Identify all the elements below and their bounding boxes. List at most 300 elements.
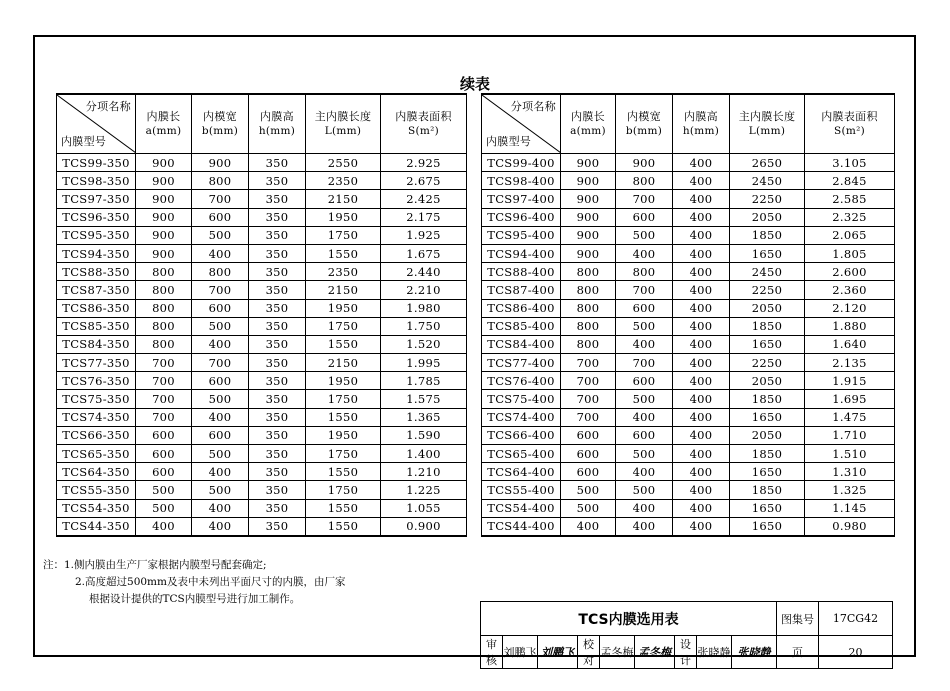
table-row — [57, 172, 467, 190]
model-cell: TCS97-350 — [57, 190, 136, 208]
value-cell: 350 — [249, 408, 306, 426]
value-cell: 1.475 — [805, 408, 895, 426]
value-cell: 2.120 — [805, 299, 895, 317]
model-cell: TCS94-400 — [482, 244, 561, 262]
value-cell: 600 — [561, 426, 616, 444]
value-cell: 1.925 — [381, 226, 467, 244]
value-cell: 2650 — [730, 154, 805, 172]
value-cell: 900 — [136, 154, 192, 172]
model-cell: TCS74-400 — [482, 408, 561, 426]
model-cell: TCS97-400 — [482, 190, 561, 208]
value-cell: 350 — [249, 481, 306, 499]
table-row — [482, 263, 895, 281]
col-header: 内膜表面积 S(m²) — [805, 94, 895, 154]
value-cell: 600 — [136, 445, 192, 463]
note-line-1: 注：1.侧内膜由生产厂家根据内膜型号配套确定; — [43, 559, 267, 571]
review-name: 刘鹏飞 — [503, 636, 538, 669]
value-cell: 600 — [616, 299, 673, 317]
value-cell: 400 — [673, 154, 730, 172]
value-cell: 1.750 — [381, 317, 467, 335]
model-cell: TCS44-350 — [57, 517, 136, 536]
value-cell: 400 — [192, 244, 249, 262]
value-cell: 900 — [136, 226, 192, 244]
model-cell: TCS85-350 — [57, 317, 136, 335]
value-cell: 1950 — [306, 299, 381, 317]
value-cell: 400 — [673, 499, 730, 517]
value-cell: 900 — [192, 154, 249, 172]
value-cell: 500 — [192, 445, 249, 463]
value-cell: 1550 — [306, 499, 381, 517]
model-cell: TCS96-400 — [482, 208, 561, 226]
value-cell: 400 — [673, 281, 730, 299]
table-row — [57, 208, 467, 226]
value-cell: 400 — [192, 463, 249, 481]
table-row — [482, 335, 895, 353]
table-row — [57, 408, 467, 426]
value-cell: 700 — [136, 354, 192, 372]
model-cell: TCS65-400 — [482, 445, 561, 463]
model-cell: TCS66-350 — [57, 426, 136, 444]
value-cell: 2.135 — [805, 354, 895, 372]
value-cell: 600 — [616, 426, 673, 444]
value-cell: 400 — [673, 244, 730, 262]
value-cell: 400 — [616, 499, 673, 517]
table-row — [57, 154, 467, 172]
model-cell: TCS86-400 — [482, 299, 561, 317]
value-cell: 350 — [249, 226, 306, 244]
table-row — [482, 190, 895, 208]
diag-top-label: 分项名称 — [510, 100, 556, 113]
table-row — [482, 299, 895, 317]
model-cell: TCS87-350 — [57, 281, 136, 299]
model-cell: TCS75-350 — [57, 390, 136, 408]
value-cell: 400 — [616, 408, 673, 426]
value-cell: 800 — [136, 299, 192, 317]
value-cell: 900 — [561, 154, 616, 172]
col-header: 内模宽 b(mm) — [192, 94, 249, 154]
value-cell: 700 — [561, 390, 616, 408]
col-header: 主内膜长度 L(mm) — [730, 94, 805, 154]
value-cell: 800 — [136, 281, 192, 299]
value-cell: 1850 — [730, 317, 805, 335]
value-cell: 350 — [249, 208, 306, 226]
value-cell: 400 — [673, 299, 730, 317]
model-cell: TCS85-400 — [482, 317, 561, 335]
value-cell: 1.055 — [381, 499, 467, 517]
value-cell: 1.510 — [805, 445, 895, 463]
value-cell: 350 — [249, 317, 306, 335]
value-cell: 1850 — [730, 481, 805, 499]
value-cell: 400 — [673, 354, 730, 372]
value-cell: 1.785 — [381, 372, 467, 390]
value-cell: 1950 — [306, 426, 381, 444]
model-cell: TCS55-350 — [57, 481, 136, 499]
value-cell: 1850 — [730, 445, 805, 463]
value-cell: 400 — [192, 517, 249, 536]
value-cell: 700 — [616, 281, 673, 299]
table-row — [57, 244, 467, 262]
value-cell: 1650 — [730, 463, 805, 481]
value-cell: 2.845 — [805, 172, 895, 190]
value-cell: 400 — [616, 244, 673, 262]
value-cell: 1.710 — [805, 426, 895, 444]
value-cell: 600 — [192, 426, 249, 444]
model-cell: TCS99-350 — [57, 154, 136, 172]
table-row — [482, 172, 895, 190]
value-cell: 400 — [673, 226, 730, 244]
value-cell: 2.210 — [381, 281, 467, 299]
value-cell: 1.310 — [805, 463, 895, 481]
value-cell: 2150 — [306, 190, 381, 208]
atlas-number: 17CG42 — [819, 602, 893, 636]
model-cell: TCS77-400 — [482, 354, 561, 372]
value-cell: 500 — [616, 481, 673, 499]
table-row — [482, 445, 895, 463]
value-cell: 400 — [561, 517, 616, 536]
value-cell: 700 — [192, 281, 249, 299]
check-signature: 孟冬梅 — [635, 636, 675, 669]
diag-top-label: 分项名称 — [85, 100, 131, 113]
model-cell: TCS54-400 — [482, 499, 561, 517]
value-cell: 350 — [249, 445, 306, 463]
value-cell: 500 — [616, 390, 673, 408]
value-cell: 600 — [136, 426, 192, 444]
atlas-label: 图集号 — [777, 602, 819, 636]
value-cell: 2.360 — [805, 281, 895, 299]
value-cell: 700 — [192, 190, 249, 208]
value-cell: 800 — [136, 335, 192, 353]
value-cell: 1550 — [306, 463, 381, 481]
value-cell: 700 — [136, 372, 192, 390]
value-cell: 1.400 — [381, 445, 467, 463]
model-cell: TCS44-400 — [482, 517, 561, 536]
value-cell: 600 — [192, 372, 249, 390]
value-cell: 400 — [673, 517, 730, 536]
model-cell: TCS76-400 — [482, 372, 561, 390]
model-cell: TCS76-350 — [57, 372, 136, 390]
table-row — [57, 372, 467, 390]
model-cell: TCS98-350 — [57, 172, 136, 190]
value-cell: 500 — [192, 317, 249, 335]
value-cell: 400 — [673, 317, 730, 335]
table-row — [57, 390, 467, 408]
value-cell: 1650 — [730, 244, 805, 262]
value-cell: 800 — [192, 263, 249, 281]
value-cell: 400 — [673, 190, 730, 208]
value-cell: 1.145 — [805, 499, 895, 517]
table-row — [57, 335, 467, 353]
value-cell: 2450 — [730, 263, 805, 281]
value-cell: 2.440 — [381, 263, 467, 281]
table-row — [482, 244, 895, 262]
value-cell: 800 — [561, 281, 616, 299]
table-row — [57, 354, 467, 372]
value-cell: 350 — [249, 372, 306, 390]
value-cell: 1.995 — [381, 354, 467, 372]
value-cell: 1550 — [306, 517, 381, 536]
col-header: 内膜高 h(mm) — [673, 94, 730, 154]
table-row — [482, 408, 895, 426]
value-cell: 2050 — [730, 426, 805, 444]
value-cell: 700 — [561, 372, 616, 390]
value-cell: 600 — [136, 463, 192, 481]
value-cell: 400 — [673, 426, 730, 444]
value-cell: 400 — [673, 481, 730, 499]
model-cell: TCS99-400 — [482, 154, 561, 172]
value-cell: 1.640 — [805, 335, 895, 353]
value-cell: 700 — [136, 390, 192, 408]
review-label: 审核 — [481, 636, 503, 669]
value-cell: 900 — [561, 172, 616, 190]
value-cell: 3.105 — [805, 154, 895, 172]
table-row — [482, 517, 895, 536]
check-name: 孟冬梅 — [600, 636, 635, 669]
table-row — [482, 354, 895, 372]
title-block — [480, 601, 893, 669]
table-row — [57, 426, 467, 444]
model-cell: TCS87-400 — [482, 281, 561, 299]
table-row — [57, 517, 467, 536]
table-row — [482, 499, 895, 517]
table-row — [482, 281, 895, 299]
table-row — [482, 154, 895, 172]
value-cell: 400 — [673, 390, 730, 408]
value-cell: 400 — [673, 372, 730, 390]
note-line-3: 根据设计提供的TCS内膜型号进行加工制作。 — [89, 593, 301, 605]
value-cell: 1850 — [730, 226, 805, 244]
value-cell: 1.325 — [805, 481, 895, 499]
table-title: 续表 — [459, 75, 490, 93]
col-header: 内膜长 a(mm) — [561, 94, 616, 154]
table-row — [57, 445, 467, 463]
value-cell: 800 — [561, 335, 616, 353]
value-cell: 900 — [136, 208, 192, 226]
value-cell: 500 — [192, 390, 249, 408]
value-cell: 600 — [616, 372, 673, 390]
table-row — [482, 426, 895, 444]
value-cell: 900 — [136, 244, 192, 262]
table-row — [57, 190, 467, 208]
value-cell: 350 — [249, 263, 306, 281]
model-cell: TCS64-350 — [57, 463, 136, 481]
model-cell: TCS75-400 — [482, 390, 561, 408]
value-cell: 500 — [561, 499, 616, 517]
model-cell: TCS98-400 — [482, 172, 561, 190]
value-cell: 400 — [673, 445, 730, 463]
value-cell: 400 — [192, 335, 249, 353]
right-table — [481, 93, 895, 537]
value-cell: 350 — [249, 499, 306, 517]
value-cell: 2250 — [730, 281, 805, 299]
value-cell: 1.365 — [381, 408, 467, 426]
value-cell: 1.880 — [805, 317, 895, 335]
value-cell: 500 — [136, 481, 192, 499]
value-cell: 1.980 — [381, 299, 467, 317]
table-row — [482, 463, 895, 481]
table-row — [57, 463, 467, 481]
diag-bottom-label: 内膜型号 — [486, 135, 532, 148]
value-cell: 800 — [136, 317, 192, 335]
notes — [43, 557, 345, 608]
value-cell: 700 — [561, 408, 616, 426]
review-signature: 刘鹏飞 — [538, 636, 578, 669]
value-cell: 800 — [192, 172, 249, 190]
value-cell: 1.225 — [381, 481, 467, 499]
value-cell: 900 — [561, 244, 616, 262]
design-label: 设计 — [675, 636, 697, 669]
check-label: 校对 — [578, 636, 600, 669]
design-name: 张晓静 — [697, 636, 732, 669]
value-cell: 900 — [561, 190, 616, 208]
diagonal-header — [482, 94, 561, 154]
value-cell: 500 — [616, 226, 673, 244]
value-cell: 2550 — [306, 154, 381, 172]
left-table — [56, 93, 467, 537]
col-header: 内膜长 a(mm) — [136, 94, 192, 154]
value-cell: 1550 — [306, 408, 381, 426]
value-cell: 500 — [136, 499, 192, 517]
value-cell: 600 — [561, 463, 616, 481]
value-cell: 1.915 — [805, 372, 895, 390]
value-cell: 900 — [616, 154, 673, 172]
value-cell: 500 — [616, 317, 673, 335]
value-cell: 2.065 — [805, 226, 895, 244]
value-cell: 2250 — [730, 190, 805, 208]
value-cell: 1750 — [306, 317, 381, 335]
value-cell: 700 — [616, 190, 673, 208]
value-cell: 350 — [249, 190, 306, 208]
value-cell: 1550 — [306, 244, 381, 262]
value-cell: 1650 — [730, 517, 805, 536]
value-cell: 900 — [136, 172, 192, 190]
model-cell: TCS86-350 — [57, 299, 136, 317]
model-cell: TCS88-350 — [57, 263, 136, 281]
value-cell: 400 — [136, 517, 192, 536]
design-signature: 张晓静 — [732, 636, 777, 669]
value-cell: 0.980 — [805, 517, 895, 536]
model-cell: TCS96-350 — [57, 208, 136, 226]
value-cell: 800 — [136, 263, 192, 281]
model-cell: TCS94-350 — [57, 244, 136, 262]
value-cell: 1750 — [306, 226, 381, 244]
value-cell: 2050 — [730, 299, 805, 317]
table-row — [482, 481, 895, 499]
value-cell: 350 — [249, 172, 306, 190]
value-cell: 600 — [561, 445, 616, 463]
value-cell: 400 — [616, 463, 673, 481]
table-row — [482, 317, 895, 335]
value-cell: 350 — [249, 354, 306, 372]
table-row — [482, 390, 895, 408]
value-cell: 500 — [561, 481, 616, 499]
value-cell: 2.325 — [805, 208, 895, 226]
value-cell: 1750 — [306, 481, 381, 499]
value-cell: 900 — [561, 226, 616, 244]
value-cell: 700 — [616, 354, 673, 372]
value-cell: 700 — [136, 408, 192, 426]
model-cell: TCS95-350 — [57, 226, 136, 244]
value-cell: 350 — [249, 281, 306, 299]
value-cell: 900 — [136, 190, 192, 208]
value-cell: 600 — [192, 208, 249, 226]
value-cell: 2.585 — [805, 190, 895, 208]
value-cell: 400 — [673, 263, 730, 281]
value-cell: 400 — [673, 463, 730, 481]
value-cell: 2150 — [306, 281, 381, 299]
model-cell: TCS84-350 — [57, 335, 136, 353]
diagonal-header — [57, 94, 136, 154]
value-cell: 2050 — [730, 208, 805, 226]
table-row — [482, 208, 895, 226]
value-cell: 350 — [249, 335, 306, 353]
value-cell: 500 — [616, 445, 673, 463]
value-cell: 2.425 — [381, 190, 467, 208]
value-cell: 1.675 — [381, 244, 467, 262]
table-row — [57, 281, 467, 299]
value-cell: 2150 — [306, 354, 381, 372]
value-cell: 2.675 — [381, 172, 467, 190]
col-header: 内膜表面积 S(m²) — [381, 94, 467, 154]
col-header: 内膜高 h(mm) — [249, 94, 306, 154]
value-cell: 700 — [561, 354, 616, 372]
value-cell: 1650 — [730, 335, 805, 353]
table-row — [57, 499, 467, 517]
value-cell: 400 — [673, 335, 730, 353]
value-cell: 400 — [192, 499, 249, 517]
value-cell: 600 — [192, 299, 249, 317]
value-cell: 1850 — [730, 390, 805, 408]
table-row — [57, 299, 467, 317]
value-cell: 400 — [616, 517, 673, 536]
model-cell: TCS55-400 — [482, 481, 561, 499]
value-cell: 1750 — [306, 390, 381, 408]
model-cell: TCS95-400 — [482, 226, 561, 244]
table-row — [57, 317, 467, 335]
value-cell: 1950 — [306, 372, 381, 390]
value-cell: 1950 — [306, 208, 381, 226]
model-cell: TCS64-400 — [482, 463, 561, 481]
value-cell: 2350 — [306, 263, 381, 281]
col-header: 内模宽 b(mm) — [616, 94, 673, 154]
value-cell: 2450 — [730, 172, 805, 190]
model-cell: TCS65-350 — [57, 445, 136, 463]
value-cell: 800 — [561, 263, 616, 281]
model-cell: TCS54-350 — [57, 499, 136, 517]
drawing-title: TCS内膜选用表 — [481, 602, 777, 636]
value-cell: 2050 — [730, 372, 805, 390]
table-row — [482, 226, 895, 244]
col-header: 主内膜长度 L(mm) — [306, 94, 381, 154]
value-cell: 2.600 — [805, 263, 895, 281]
value-cell: 350 — [249, 426, 306, 444]
value-cell: 350 — [249, 463, 306, 481]
value-cell: 800 — [561, 299, 616, 317]
value-cell: 1.575 — [381, 390, 467, 408]
model-cell: TCS88-400 — [482, 263, 561, 281]
value-cell: 2250 — [730, 354, 805, 372]
page-number: 20 — [819, 636, 893, 669]
value-cell: 800 — [561, 317, 616, 335]
value-cell: 500 — [192, 481, 249, 499]
value-cell: 900 — [561, 208, 616, 226]
value-cell: 1650 — [730, 499, 805, 517]
model-cell: TCS84-400 — [482, 335, 561, 353]
value-cell: 400 — [673, 408, 730, 426]
value-cell: 350 — [249, 244, 306, 262]
value-cell: 350 — [249, 517, 306, 536]
value-cell: 800 — [616, 263, 673, 281]
note-line-2: 2.高度超过500mm及表中未列出平面尺寸的内膜，由厂家 — [75, 576, 346, 588]
